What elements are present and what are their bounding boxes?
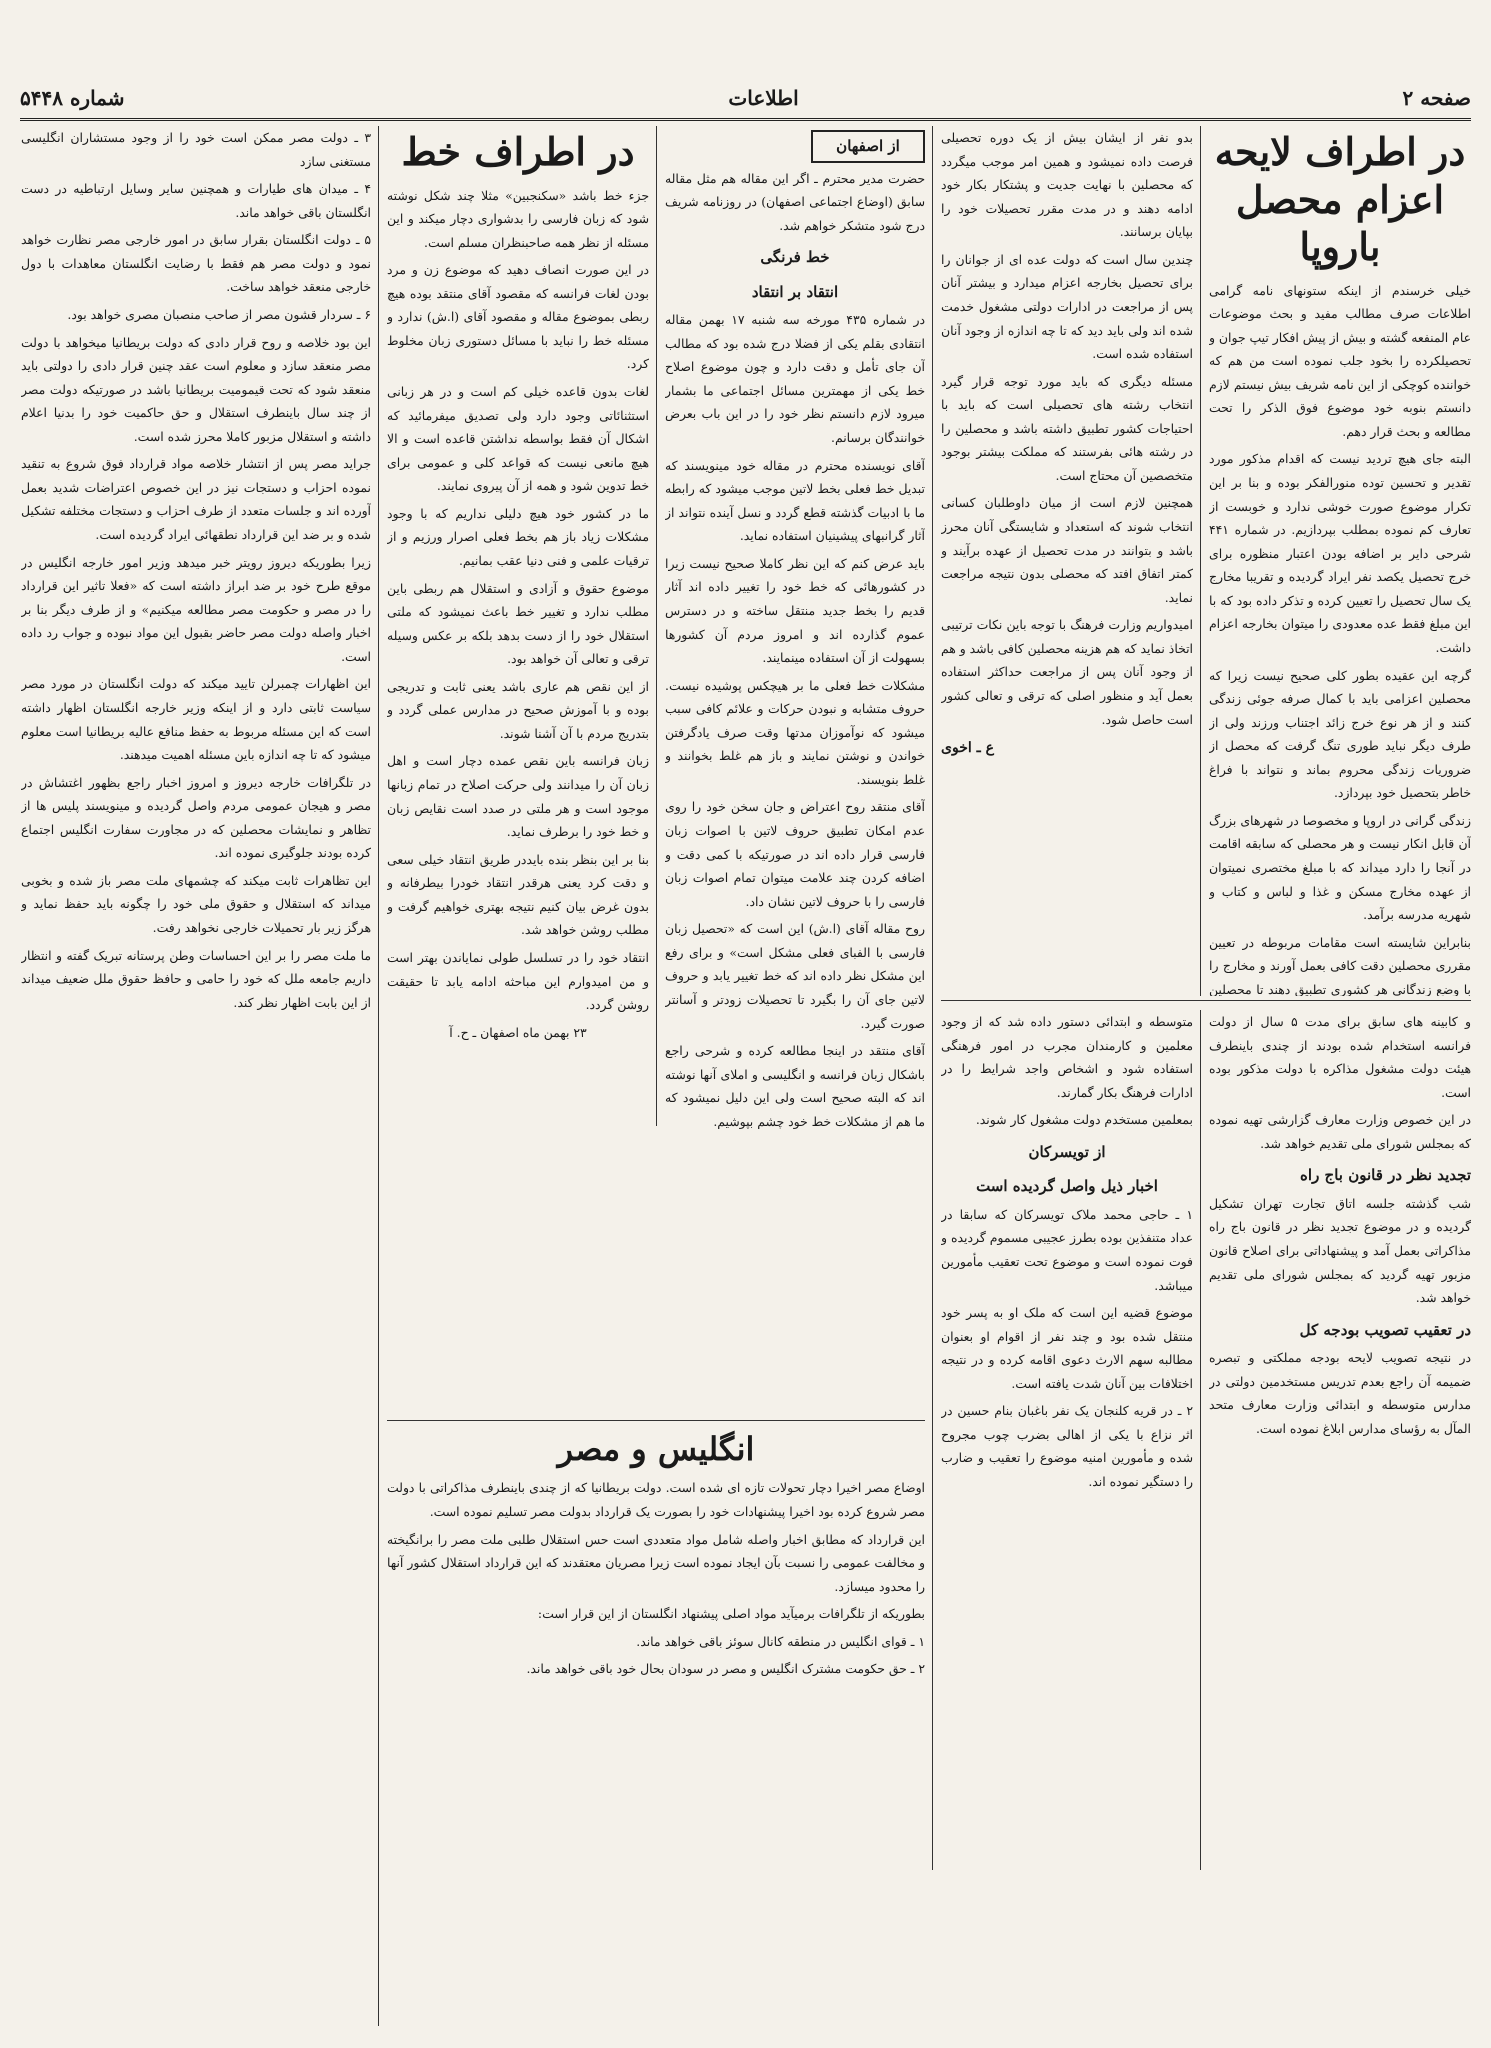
paragraph: گرچه این عقیده بطور کلی صحیح نیست زیرا که محصلین اعزامی باید با کمال صرفه جوئی زندگی کنند و از هر نوع خرج زائد اجتناب ورزند ولی از طرف دیگر نباید طوری تنگ گرفت که محصل از ضروریات زندگی محروم بماند و نتواند با فراغ خاطر بتحصیل خود بپردازد. [1209,667,1471,801]
paragraph: در تلگرافات خارجه دیروز و امروز اخبار راجع بظهور اغتشاش در مصر و هیجان عمومی مردم واصل گردیده و مینویسند پلیس ها از تظاهر و نمایشات محصلین که در مجاورت سفارت انگلیس اجتماع کرده بودند جلوگیری نموده اند. [21,774,371,861]
paragraph: این بود خلاصه و روح قرار دادی که دولت بریطانیا میخواهد با دولت مصر منعقد سازد و معلوم است عقد چنین قرار دادی را دولتی باید منعقد شود که تحت قیمومیت بریطانیا باشد در صورتیکه دولت مصر از چند سال باینطرف استقلال و حق حاکمیت خود را بدنیا اعلام داشته و استقلال مزبور کاملا محرز شده است. [21,334,371,444]
paragraph: و کابینه های سابق برای مدت ۵ سال از دولت فرانسه استخدام شده بودند از چندی باینطرف هیئت دولت مشغول مذاکره با دولت مذکور بوده است. [1209,1014,1471,1100]
issue-number: شماره ۵۴۴۸ [20,86,125,110]
paragraph: ۶ ـ سردار قشون مصر از صاحب منصبان مصری خواهد بود. [67,306,371,322]
masthead [20,78,1471,121]
paragraph: روح مقاله آقای (ا.ش) این است که «تحصیل زبان فارسی با الفبای فعلی مشکل است» و برای رفع این مشکل نظر داده اند که خط تغییر یابد و حروف لاتین جای آن را بگیرد تا تحصیلات زودتر و آسانتر صورت گیرد. [665,921,925,1031]
paragraph: زندگی گرانی در اروپا و مخصوصا در شهرهای بزرگ آن قابل انکار نیست و هر محصلی که سابقه اقامت در آنجا را دارد میداند که با مبلغ مختصری نمیتوان از عهده مخارج مسکن و غذا و لباس و کتاب و شهریه مدرسه برآمد. [1209,812,1471,923]
paragraph: آقای منتقد روح اعتراض و جان سخن خود را روی عدم امکان تطبیق حروف لاتین با اصوات زبان فارسی قرار داده اند در صورتیکه با کمی دقت و اضافه کردن چند علامت میتوان تمام اصوات زبان فارسی را با حروف لاتین نشان داد. [665,799,925,909]
paragraph: جزء خط باشد «سکنجبین» مثلا چند شکل نوشته شود که زبان فارسی را بدشواری دچار میکند و این مسئله از نظر همه صاحبنظران مسلم است. [387,187,649,250]
headline-england-egypt: انگلیس و مصر [557,1430,755,1468]
paragraph: اوضاع مصر اخیرا دچار تحولات تازه ای شده است. دولت بریطانیا که از چندی باینطرف مذاکراتی با دولت مصر شروع کرده بود اخیرا پیشنهادات خود را بصورت یک قرارداد بدولت مصر تسلیم نموده است. [387,1480,925,1519]
column-divider [932,1010,933,1870]
paragraph: آقای نویسنده محترم در مقاله خود مینویسند که تبدیل خط فعلی بخط لاتین موجب میشود که رابطه ما با ادبیات گذشته قطع گردد و نسل آینده نتواند از آثار گرانبهای پیشینیان استفاده نماید. [665,457,925,544]
column-divider [1200,1010,1201,1870]
paragraph: در این خصوص وزارت معارف گزارشی تهیه نموده که بمجلس شورای ملی تقدیم خواهد شد. [1209,1112,1471,1151]
paragraph: ۵ ـ دولت انگلستان بقرار سابق در امور خارجی مصر نظارت خواهد نمود و دولت مصر هم فقط با رضایت انگلستان معاهدات با دول خارجی منعقد خواهد ساخت. [21,232,371,295]
column-script [665,126,925,1136]
paragraph: امیدواریم وزارت فرهنگ با توجه باین نکات ترتیبی اتخاذ نماید که هم هزینه محصلین کافی باشد و هم از وجود آنان پس از مراجعت حداکثر استفاده بعمل آید و منظور اصلی که ترقی و تعالی کشور است حاصل شود. [941,617,1193,727]
signature-akhavi: ع ـ اخوی [941,740,994,757]
paragraph: متوسطه و ابتدائی دستور داده شد که از وجود معلمین و کارمندان مجرب در امور فرهنگی استفاده شود و اشخاص واجد شرایط را در ادارات فرهنگ بکار گمارند. [941,1014,1193,1100]
column-egypt [21,126,371,2026]
paragraph: همچنین لازم است از میان داوطلبان کسانی انتخاب شوند که استعداد و شایستگی آنان محرز باشد و بتوانند در مدت تحصیل از عهده برآیند و کمتر اتفاق افتد که محصلی بدون نتیجه مراجعت نماید. [941,495,1193,605]
paragraph: زیرا بطوریکه دیروز رویتر خبر میدهد وزیر امور خارجه انگلیس در موقع طرح خود بر ضد ابراز داشته است که «فعلا تاثیر این قرارداد را در مصر و حکومت مصر مطالعه میکنیم» و از طرف دیگر بنا بر اخبار واصله دولت مصر حاضر بقبول این مواد نبوده و جواب رد داده است. [21,554,371,664]
paragraph: بنا بر این بنظر بنده بایددر طریق انتقاد خیلی سعی و دقت کرد یعنی هرقدر انتقاد خودرا بیطرفانه و بدون غرض بیان کنیم نتیجه بهتری خواهیم گرفت و مطلب روشن خواهد شد. [387,851,649,938]
headline-script: در اطراف خط [401,129,635,174]
paragraph: موضوع حقوق و آزادی و استقلال هم ربطی باین مطلب ندارد و تغییر خط باعث نمیشود که ملتی استقلال خود را از دست بدهد بلکه بر عکس وسیله ترقی و تعالی آن خواهد بود. [387,580,649,667]
list-item: ۲ ـ در قریه کلنجان یک نفر باغبان بنام حسین در اثر نزاع با یکی از اهالی بضرب چوب مجروح شده و مأمورین امنیه موضوع را تعقیب و ضارب را دستگیر نموده اند. [941,1403,1193,1489]
paragraph: لغات بدون قاعده خیلی کم است و در هر زبانی استثنائاتی وجود دارد ولی تصدیق میفرمائید که اشکال آن فقط بواسطه نداشتن قاعده است و الا هیچ مانعی نیست که قواعد کلی و عمومی برای خط تدوین شود و همه از آن پیروی نمایند. [387,384,649,494]
section-divider [387,1420,925,1421]
column-bottom-right [1209,1010,1471,1870]
paragraph: چندین سال است که دولت عده ای از جوانان را برای تحصیل بخارجه اعزام میدارد و بیشتر آنان پس از مراجعت در ادارات دولتی مشغول خدمت شده اند ولی باید دید که تا چه اندازه از وجود آنان استفاده شده است. [941,251,1193,362]
paragraph: بمعلمین مستخدم دولت مشغول کار شوند. [975,1112,1193,1128]
column-divider [378,126,379,2026]
subhead-road-toll: تجدید نظر در قانون باج راه [1300,1166,1471,1185]
column-england-egypt [387,1428,925,1868]
column-divider [1200,126,1201,996]
paragraph: ۲ ـ حق حکومت مشترک انگلیس و مصر در سودان بحال خود باقی خواهد ماند. [526,1661,925,1677]
paragraph: مسئله دیگری که باید مورد توجه قرار گیرد انتخاب رشته های تحصیلی است که باید با احتیاجات کشور تطبیق داشته باشد و محصلین را در رشته هائی بفرستند که مملکت بیشتر بوجود متخصصین آن محتاج است. [941,373,1193,483]
paragraph: ما در کشور خود هیچ دلیلی نداریم که با وجود مشکلات زیاد باز هم بخط فعلی اصرار ورزیم و از ترقیات علمی و فنی دنیا عقب بمانیم. [387,505,649,568]
page-number: صفحه ۲ [1402,86,1471,110]
column-divider [932,126,933,1126]
paragraph: این قرارداد که مطابق اخبار واصله شامل مواد متعددی است حس استقلال طلبی ملت مصر را برانگیخته و مخالفت عمومی را نسبت بآن ایجاد نموده است زیرا مصریان معتقدند که این قرارداد استقلال کشور آنها را محدود میسازد. [387,1531,925,1594]
paragraph: این اظهارات چمبرلن تایید میکند که دولت انگلستان در مورد مصر سیاست ثابتی دارد و از اینکه وزیر خارجه انگلستان اظهار داشته است که این مسئله مربوط به حفظ منافع عالیه بریطانیا است معلوم میشود که تا چه اندازه باین مسئله اهمیت میدهند. [21,676,371,763]
column-europe [1209,126,1471,996]
paragraph: ۳ ـ دولت مصر ممکن است خود را از وجود مستشاران انگلیسی مستغنی سازد [21,130,371,169]
paragraph: انتقاد خود را در تسلسل طولی نمایاندن بهتر است و من امیدوارم این مباحثه ادامه یابد تا حقیقت روشن گردد. [387,949,649,1013]
paragraph: بدو نفر از ایشان بیش از یک دوره تحصیلی فرصت داده نمیشود و همین امر موجب میگردد که محصلین با نهایت جدیت و پشتکار بکار خود ادامه دهند و در مدت مقرر تحصیلات خود را بپایان برسانند. [941,130,1193,240]
paragraph: باید عرض کنم که این نظر کاملا صحیح نیست زیرا در کشورهائی که خط خود را تغییر داده اند آثار قدیم را بخط جدید منتقل ساخته و در دسترس عموم گذارده اند و امروز مردم آن کشورها بسهولت از آن استفاده مینمایند. [665,555,925,666]
column-europe-continued [941,126,1193,996]
signoff-isfahan: ۲۳ بهمن ماه اصفهان ـ ح. آ [449,1024,587,1040]
column-script-continued [387,126,649,1406]
section-divider [941,1000,1471,1001]
paragraph: شب گذشته جلسه اتاق تجارت تهران تشکیل گردیده و در موضوع تجدید نظر در قانون باج راه مذاکراتی بعمل آمد و پیشنهاداتی برای اصلاح قانون مزبور تهیه گردید که بمجلس شورای ملی تقدیم خواهد شد. [1209,1195,1471,1306]
subhead-budget: در تعقیب تصویب بودجه کل [1299,1320,1471,1339]
column-divider [656,126,657,1126]
paragraph: این تظاهرات ثابت میکند که چشمهای ملت مصر باز شده و بخوبی میداند که استقلال و حقوق ملی خود را چگونه باید حفظ نماید و هرگز زیر بار تحمیلات خارجی نخواهد رفت. [21,872,371,935]
list-item: ۱ ـ حاجی محمد ملاک تویسرکان که سابقا در عداد متنفذین بوده بطرز عجیبی مسموم گردیده و فوت نموده است و موضوع تحت تعقیب مأمورین میباشد. [941,1206,1193,1293]
paragraph: بنابراین شایسته است مقامات مربوطه در تعیین مقرری محصلین دقت کافی بعمل آورند و مخارج را با وضع زندگانی هر کشوری تطبیق دهند تا محصلین [1209,934,1471,996]
column-tuyserkan [941,1010,1193,1870]
paragraph: ۱ ـ قوای انگلیس در منطقه کانال سوئز باقی خواهد ماند. [636,1633,925,1649]
list-item: موضوع قضیه این است که ملک او به پسر خود منتقل شده بود و چند نفر از اقوام او بعنوان مطالبه سهم الارث دعوی اقامه کرده و در نتیجه اختلافات بین آنان شدت یافته است. [941,1305,1193,1391]
paragraph: بطوریکه از تلگرافات برمیآید مواد اصلی پیشنهاد انگلستان از این قرار است: [537,1606,925,1622]
paragraph: حضرت مدیر محترم ـ اگر این مقاله هم مثل مقاله سابق (اوضاع اجتماعی اصفهان) در روزنامه شریف درج شود متشکر خواهم شد. [665,170,925,233]
paragraph: ۴ ـ میدان های طیارات و همچنین سایر وسایل ارتباطیه در دست انگلستان باقی خواهد ماند. [21,181,371,220]
paragraph: آقای منتقد در اینجا مطالعه کرده و شرحی راجع باشکال زبان فرانسه و انگلیسی و املای آنها نوشته اند که البته صحیح است ولی این دلیل نمیشود که ما هم از مشکلات خط خود چشم بپوشیم. [665,1043,925,1129]
subhead-critique: انتقاد بر انتقاد [751,282,839,301]
section-label-isfahan: از اصفهان [811,130,925,163]
subhead-news-received: اخبار ذیل واصل گردیده است [976,1177,1158,1196]
headline-europe: در اطراف لایحه اعزام محصل باروپا [1214,129,1466,269]
paragraph: البته جای هیچ تردید نیست که اقدام مذکور مورد تقدیر و تحسین توده منورالفکر بوده و بنا بر این تکرار موضوع صورت خوشی ندارد و خوبست از تعارف کم نموده بمطلب بپردازیم. در شماره ۴۴۱ شرحی دایر بر اضافه بودن اعتبار منظوره برای خرج تحصیل یکصد نفر ایراد گردیده و تقریبا مخارج یک سال تحصیل را تعیین کرده و تذکر داده بود که با این مبلغ فقط عده معدودی را میتوان بخارجه اعزام داشت. [1209,451,1471,655]
paragraph: در شماره ۴۳۵ مورخه سه شنبه ۱۷ بهمن مقاله انتقادی بقلم یکی از فضلا درج شده بود که مطالب آن جای تأمل و دقت دارد و چون موضوع اصلاح خط یکی از مهمترین مسائل اجتماعی ما بشمار میرود لازم دانستم نظر خود را در این باب بعرض خوانندگان برسانم. [665,312,925,445]
paragraph: از این نقص هم عاری باشد یعنی ثابت و تدریجی بوده و با آموزش صحیح در مدارس عملی گردد و بتدریج مردم با آن آشنا شوند. [387,678,649,741]
paragraph: در این صورت انصاف دهید که موضوع زن و مرد بودن لغات فرانسه که مقصود آقای منتقد بوده هیچ ربطی بموضوع مقاله و مقصود آقای (ا.ش) ندارد و مسئله خط را نباید با مسائل دستوری زبان مخلوط کرد. [387,262,649,372]
newspaper-name: اطلاعات [728,86,799,110]
subhead-latin-script: خط فرنگی [760,248,830,267]
paragraph: ما ملت مصر را بر این احساسات وطن پرستانه تبریک گفته و انتظار داریم جامعه ملل که خود را حامی و حافظ حقوق ملل ضعیف میداند از این بابت اظهار نظر کند. [21,947,371,1010]
paragraph: مشکلات خط فعلی ما بر هیچکس پوشیده نیست. حروف متشابه و نبودن حرکات و علائم کافی سبب میشود که نوآموزان مدتها وقت صرف یادگرفتن خواندن و نوشتن نمایند و باز هم غلط بخوانند و غلط بنویسند. [665,677,925,787]
paragraph: در نتیجه تصویب لایحه بودجه مملکتی و تبصره ضمیمه آن راجع بعدم تدریس مستخدمین دولتی در مدارس متوسطه و ابتدائی وزارت معارف متحد المآل به رؤسای مدارس ابلاغ نموده است. [1209,1350,1471,1436]
subhead-tuyserkan: از تویسرکان [1028,1142,1106,1161]
paragraph: خیلی خرسندم از اینکه ستونهای نامه گرامی اطلاعات صرف مطالب مفید و بحث موضوعات عام المنفعه گشته و بیش از پیش افکار تیپ جوان و تحصیلکرده را بخود جلب نموده است من هم که خواننده کوچکی از این نامه شریف بیش نیستم لازم دانستم بنوبه خود موضوع فوق الذکر را تحت مطالعه و بحث قرار دهم. [1209,282,1471,439]
paragraph: جراید مصر پس از انتشار خلاصه مواد قرارداد فوق شروع به تنقید نموده احزاب و دستجات نیز در این خصوص اعتراضات شدید بعمل آورده اند و جلسات متعدد از طرف احزاب و دستجات مختلفه تشکیل شده و بر ضد این قرارداد نطقهائی ایراد گردیده است. [21,456,371,542]
paragraph: زبان فرانسه باین نقص عمده دچار است و اهل زبان آن را میدانند ولی حرکت اصلاح در تمام زبانها موجود است و هر ملتی در صدد است نقایص زبان و خط خود را برطرف نماید. [387,753,649,840]
